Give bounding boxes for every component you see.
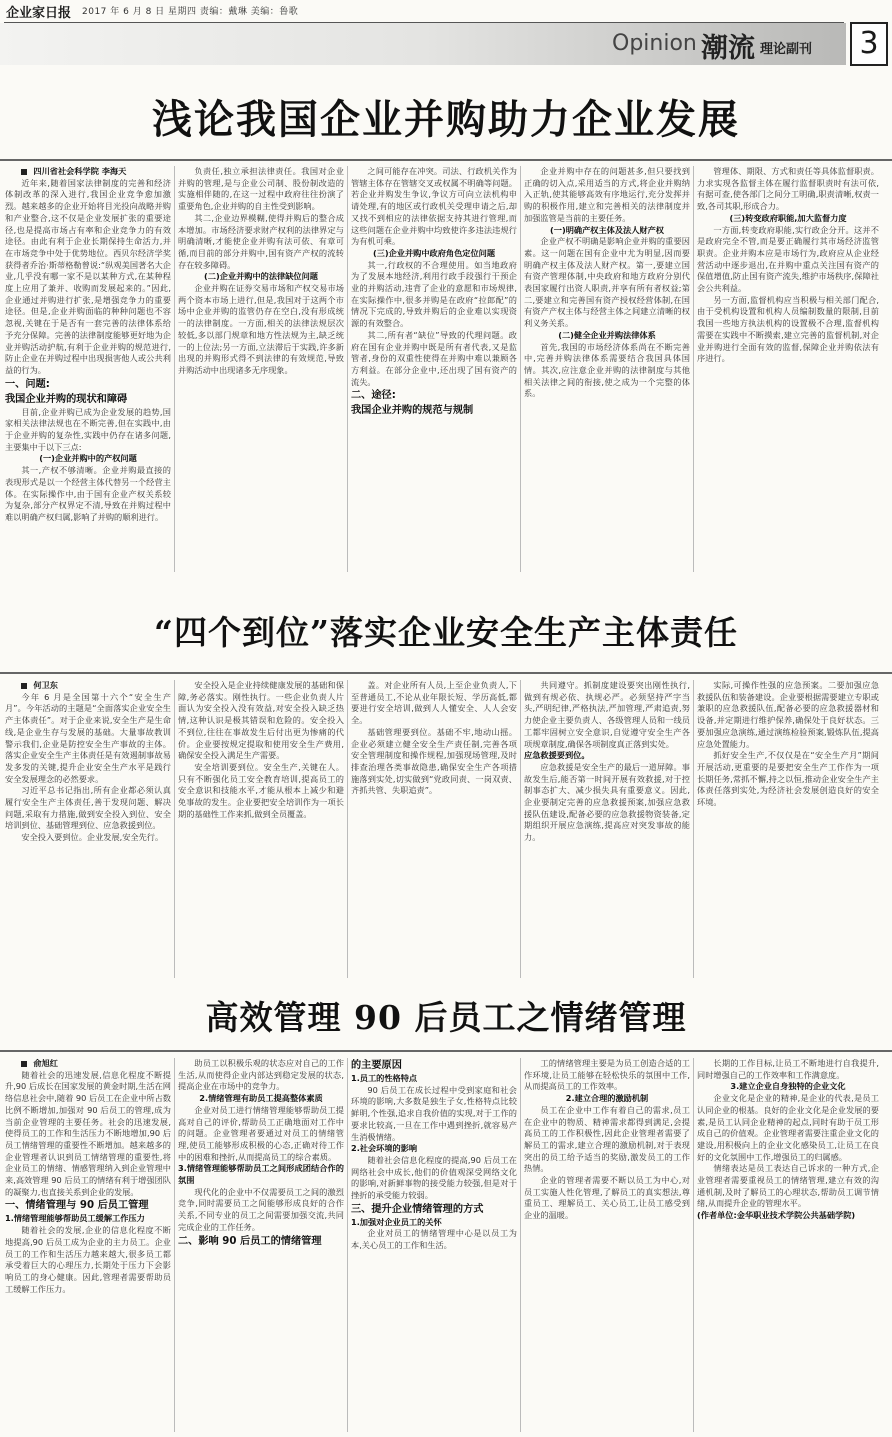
column-separator (347, 1058, 348, 1432)
article1-column-2 (178, 166, 344, 572)
article2-headline: “四个到位”落实企业安全生产主体责任 (154, 613, 738, 652)
paragraph: 其一,产权不够清晰。企业并购最直接的表现形式是以一个经营主体代替另一个经营主体。在实际操作中,由于国有企业产权关系较为复杂,部分产权界定不清,导致在并购过程中难以明确产权归属,影响了并购的顺利进行。 (5, 465, 171, 522)
article1-column-1 (5, 166, 171, 572)
subsection-heading: 2.社会环境的影响 (351, 1143, 418, 1154)
article3-byline: 俞旭红 (5, 1058, 171, 1070)
article1-byline: 四川省社会科学院 李海天 (5, 166, 171, 178)
section-english-label: Opinion (612, 31, 697, 56)
column-separator (520, 680, 521, 978)
paragraph: 目前,企业并购已成为企业发展的趋势,国家相关法律法规也在不断完善,但在实践中,由于企业并购的复杂性,实践中仍存在诸多问题,主要集中于以下三点: (5, 406, 171, 452)
article2-divider (0, 672, 892, 674)
page-number: 3 (850, 22, 888, 66)
column-separator (174, 680, 175, 978)
section-heading: 的主要原因 (351, 1060, 402, 1071)
section-heading: 二、途径: (351, 390, 396, 402)
section-heading: 一、问题: (5, 378, 50, 390)
paragraph: 管理体、期限、方式和责任等具体监督职责。力求实现各监督主体在履行监督职责时有法可依,有据可查,使各部门之间分工明确,职责清晰,权责一致,各司其职,形成合力。 (697, 166, 879, 212)
article2-column-2 (178, 680, 344, 978)
paragraph: 企业对员工的情绪管理中心是以员工为本,关心员工的工作和生活。 (351, 1228, 517, 1251)
subsection-heading: 2.情绪管理有助员工提高整体素质 (199, 1093, 323, 1104)
column-separator (693, 680, 694, 978)
column-separator (693, 1058, 694, 1432)
column-separator (174, 1058, 175, 1432)
subsection-title: 理论副刊 (760, 42, 813, 57)
byline-square-icon (21, 1061, 27, 1067)
paragraph: 其二,企业边界模糊,使得并购后的整合成本增加。市场经济要求财产权利的法律界定与明确清晰,才能使企业并购有法可依、有章可循,而目前的部分并购中,国有资产产权的流转存在较多障碍。 (178, 212, 344, 270)
article3-column-4 (524, 1058, 690, 1432)
article1-column-4 (524, 166, 690, 572)
paragraph: 企业对员工进行情绪管理能够帮助员工提高对自己的评价,帮助员工正确地面对工作中的问题。企业管理者要通过对员工的情绪管理,使员工能够形成积极的心态,正确对待工作中的困难和挫折,从而提高员工的综合素质。 (178, 1104, 344, 1162)
column-separator (347, 166, 348, 572)
paper-name: 企业家日报 (6, 6, 72, 21)
paragraph: 随着社会的发展,企业的信息化程度不断地提高,90 后员工成为企业的主力员工。企业员工的工作和生活压力越来越大,很多员工都承受着巨大的心理压力,长期处于压力下会影响员工的身心健康。因此,管理者需要帮助员工缓解工作压力。 (5, 1225, 171, 1294)
paragraph: 企业文化是企业的精神,是企业的代表,是员工认同企业的根基。良好的企业文化是企业发展的要素,是员工认同企业精神的起点,同时有助于员工形成自己的价值观。企业管理者需要注重企业文化的建设,用积极向上的企业文化感染员工,让员工在良好的文化氛围中工作,增强员工的归属感。 (697, 1093, 879, 1162)
paragraph: 随着社会信息化程度的提高,90 后员工在网络社会中成长,他们的价值观深受网络文化的影响,对新鲜事物的接受能力较强,但是对于挫折的承受能力较弱。 (351, 1154, 517, 1201)
paragraph: 盖。对企业所有人员,上至企业负责人,下至普通员工,不论从业年限长短、学历高低,都要进行安全培训,做到人人懂安全、人人会安全。 (351, 680, 517, 726)
subsection-heading: 应急救援要到位。 (524, 750, 590, 761)
paragraph: 其二,所有者“缺位”导致的代理问题。政府在国有企业并购中既是所有者代表,又是监管者,身份的双重性使得在并购中难以兼顾各方利益。在部分企业中,还出现了国有资产的流失。 (351, 329, 517, 387)
column-separator (693, 166, 694, 572)
article3-divider (0, 1050, 892, 1052)
paragraph: 今年 6 月是全国第十六个“安全生产月”。今年活动的主题是“全面落实企业安全生产主体责任”。对于企业来说,安全生产是生命线,是企业生存与发展的基础。大量事故教训警示我们,企业是防控安全生产事故的主体。落实企业安全生产主体责任是有效遏制事故易发多发的关键,提升企业安全生产水平是践行安全发展理念的必然要求。 (5, 691, 171, 784)
paragraph: 现代化的企业中不仅需要员工之间的激烈竞争,同时需要员工之间能够形成良好的合作关系,不同专业的员工之间需要加强交流,共同完成企业的工作任务。 (178, 1186, 344, 1232)
section-heading: 我国企业并购的规范与规制 (351, 405, 474, 417)
article3-column-3 (351, 1058, 517, 1432)
subsection-heading: (一)企业并购中的产权问题 (39, 453, 137, 464)
paragraph: 基础管理要到位。基础不牢,地动山摇。企业必须建立健全安全生产责任制,完善各项安全管理制度和操作规程,加强现场管理,及时排查治理各类事故隐患,确保安全生产各项措施落到实处,切实做到“党政同责、一岗双责、齐抓共管、失职追责”。 (351, 726, 517, 796)
section-heading: 三、提升企业情绪管理的方式 (351, 1203, 484, 1215)
paragraph: 情绪表达是员工表达自己诉求的一种方式,企业管理者需要重视员工的情绪管理,建立有效的沟通机制,及时了解员工的心理状态,帮助员工调节情绪,从而提升企业的管理水平。 (697, 1163, 879, 1209)
paragraph: 实际,可操作性强的应急预案。二要加强应急救援队伍和装备建设。企业要根据需要建立专职或兼职的应急救援队伍,配备必要的应急救援器材和设备,并定期进行维护保养,确保处于良好状态。三要加强应急演练,通过演练检验预案,锻炼队伍,提高应急处置能力。 (697, 680, 879, 749)
article2-column-5 (697, 680, 879, 978)
article3-column-2 (178, 1058, 344, 1432)
byline-square-icon (21, 169, 27, 175)
article2-byline: 何卫东 (5, 680, 171, 692)
subsection-heading: 1.员工的性格特点 (351, 1073, 418, 1083)
paragraph: 长期的工作目标,让员工不断地进行自我提升,同时增强自己的工作效率和工作满意度。 (697, 1058, 879, 1080)
subsection-heading: 3.情绪管理能够帮助员工之间形成团结合作的氛围 (178, 1163, 344, 1186)
subsection-heading: (三)企业并购中政府角色定位问题 (372, 247, 496, 258)
issue-date-info: 2017 年 6 月 8 日 星期四 责编：戴琳 美编：鲁歌 (82, 7, 299, 17)
article3-column-1 (5, 1058, 171, 1432)
section-heading: 二、影响 90 后员工的情绪管理 (178, 1235, 322, 1247)
paragraph: 工的情绪管理主要是为员工创造合适的工作环境,让员工能够在轻松快乐的氛围中工作,从而提高员工的工作效率。 (524, 1058, 690, 1092)
paragraph: 之间可能存在冲突。司法、行政机关作为管辖主体存在管辖交叉或权属不明确等问题。若企业并购发生争议,争议方可向立法机构申请处理,有的地区或行政机关受理申请之后,却又找不到相应的法律依据支持其进行管理,而这些问题在企业并购中均致使许多违法违规行为有机可乘。 (351, 166, 517, 247)
column-separator (174, 166, 175, 572)
section-heading: 一、情绪管理与 90 后员工管理 (5, 1200, 149, 1212)
column-separator (520, 1058, 521, 1432)
section-heading: 我国企业并购的现状和障碍 (5, 393, 128, 405)
paragraph: 负责任,独立承担法律责任。我国对企业并购的管理,是与企业公司制、股份制改造的实施相伴随的,在这一过程中政府往往扮演了重要角色,企业并购的自主性受到影响。 (178, 166, 344, 212)
article1-column-5 (697, 166, 879, 572)
paragraph: 随着社会的迅速发展,信息化程度不断提升,90 后成长在国家发展的黄金时期,生活在网络信息社会中,随着 90 后员工在企业中所占数比例不断增加,加强对 90 后员工的管理,成为当前企业管理的主要任务。社会的迅速发展,使得员工的工作和生活压力不断地增加,90 后员工情绪管理的重要性不断增加。越来越多的企业管理者认识到员工情绪管理的重要性,将企业员工的情绪、情感管理纳入到企业管理中来,高效管理 90 后员工的情绪有利于增强团队的凝聚力,也直接关系到企业的发展。 (5, 1069, 171, 1197)
paragraph: 安全投入是企业持续健康发展的基础和保障,务必落实。刚性执行。一些企业负责人片面认为安全投入没有效益,对安全投入缺乏热情,这种认识是极其错误和危险的。安全投入不到位,往往在事故发生后付出更为惨痛的代价。企业要按规定提取和使用安全生产费用,确保安全投入满足生产需要。 (178, 680, 344, 761)
paragraph: 助员工以积极乐观的状态应对自己的工作生活,从而使得企业内部达到稳定发展的状态,提高企业在市场中的竞争力。 (178, 1058, 344, 1092)
article1-headline: 浅论我国企业并购助力企业发展 (152, 96, 740, 143)
paragraph: 企业并购在证券交易市场和产权交易市场两个资本市场上进行,但是,我国对于这两个市场中企业并购的监管仍存在空白,没有形成统一的法律制度。一方面,相关的法律法规层次较低,多以部门规章和地方性法规为主,缺乏统一的上位法;另一方面,立法滞后于实践,许多新出现的并购形式得不到法律的有效规范,导致并购活动中出现诸多无序现象。 (178, 283, 344, 375)
article2-column-1 (5, 680, 171, 978)
section-title: 潮流 (701, 33, 755, 64)
paragraph: 另一方面,监督机构应当积极与相关部门配合,由于受机构设置和机构人员编制数量的限制,目前我国一些地方执法机构的设置极不合理,监督机构需要在实践中不断摸索,建立完善的监督机制,对企业并购进行全面有效的监督,保障企业并购依法有序进行。 (697, 294, 879, 364)
paragraph: 企业产权不明确是影响企业并购的重要因素。这一问题在国有企业中尤为明显,因而要明确产权主体及法人财产权。第一,要建立国有资产管理体制,中央政府和地方政府分别代表国家履行出资人职责,并享有所有者权益;第二,要建立和完善国有资产授权经营体制,在国有资产产权主体与经营主体之间建立清晰的权利义务关系。 (524, 236, 690, 329)
subsection-heading: 1.情绪管理能够帮助员工缓解工作压力 (5, 1213, 145, 1224)
paragraph: 一方面,转变政府职能,实行政企分开。这并不是政府完全不管,而是要正确履行其市场经济监管职责。企业并购本应是市场行为,政府应从企业经营活动中逐步退出,在并购中重点关注国有资产的保值增值,防止国有资产流失,维护市场秩序,保障社会公共利益。 (697, 224, 879, 294)
paragraph: 安全投入要到位。企业发展,安全先行。 (21, 832, 164, 843)
article2-column-3 (351, 680, 517, 978)
subsection-heading: (二)企业并购中的法律缺位问题 (204, 271, 318, 282)
subsection-heading: (三)转变政府职能,加大监督力度 (729, 212, 847, 223)
paragraph: 首先,我国的市场经济体系尚在不断完善中,完善并购法律体系需要结合我国具体国情。其次,应注意企业并购的法律制度与其他相关法律之间的衔接,使之成为一个完整的体系。 (524, 341, 690, 399)
paragraph: 应急救援是安全生产的最后一道屏障。事故发生后,能否第一时间开展有效救援,对于控制事态扩大、减少损失具有重要意义。因此,企业要制定完善的应急救援预案,加强应急救援队伍建设,配备必要的应急救援物资装备,定期组织开展应急演练,提高应对突发事故的能力。 (524, 761, 690, 843)
paragraph: 企业并购中存在的问题甚多,但只要找到正确的切入点,采用适当的方式,将企业并购纳入正轨,使其能够高效有序地运行,充分发挥并购的积极作用,建立和完善相关的法律制度并加强监管是当前的主要任务。 (524, 166, 690, 223)
article3-column-5 (697, 1058, 879, 1432)
column-separator (347, 680, 348, 978)
author-affiliation: (作者单位:金华职业技术学院公共基础学院) (697, 1210, 856, 1221)
subsection-heading: (二)健全企业并购法律体系 (558, 329, 656, 340)
subsection-heading: (一)明确产权主体及法人财产权 (550, 224, 664, 235)
subsection-heading: 2.建立合理的激励机制 (565, 1093, 649, 1104)
masthead (0, 0, 892, 68)
article1-column-3 (351, 166, 517, 572)
byline-square-icon (21, 683, 27, 689)
article3-headline: 高效管理 90 后员工之情绪管理 (205, 998, 687, 1037)
subsection-heading: 3.建立企业自身独特的企业文化 (730, 1081, 846, 1092)
paragraph: 抓好安全生产,不仅仅是在“安全生产月”期间开展活动,更重要的是要把安全生产工作作为一项长期任务,常抓不懈,持之以恒,推动企业安全生产主体责任落到实处,为经济社会发展创造良好的安全环境。 (697, 750, 879, 808)
column-separator (520, 166, 521, 572)
subsection-heading: 1.加强对企业员工的关怀 (351, 1216, 442, 1227)
article1-divider (0, 159, 892, 161)
paragraph: 共同遵守。抓制度建设要突出刚性执行,做到有规必依、执规必严。必须坚持严字当头,严明纪律,严格执法,严加管理,严肃追责,努力使企业主要负责人、各级管理人员和一线员工都牢固树立安全意识,自觉遵守安全生产各项规章制度,确保各项制度真正落到实处。 (524, 680, 690, 749)
paragraph: 员工在企业中工作有着自己的需求,员工在企业中的物质、精神需求都得到满足,会提高员工的工作积极性,因此企业管理者需要了解员工的需求,建立合理的激励机制,对于表现突出的员工给予适当的奖励,激发员工的工作热情。 (524, 1104, 690, 1174)
paragraph: 习近平总书记指出,所有企业都必须认真履行安全生产主体责任,善于发现问题、解决问题,采取有力措施,做到安全投入到位、安全培训到位、基础管理到位、应急救援到位。 (5, 785, 171, 831)
paragraph: 安全培训要到位。安全生产,关键在人。只有不断强化员工安全教育培训,提高员工的安全意识和技能水平,才能从根本上减少和避免事故的发生。企业要把安全培训作为一项长期的基础性工作来抓,做到全员覆盖。 (178, 761, 344, 819)
paragraph: 近年来,随着国家法律制度的完善和经济体制改革的深入进行,我国企业竞争愈加激烈。越来越多的企业开始将目光投向战略并购和产业整合,这不仅是企业发展扩张的重要途径,也是提高市场占有率和企业竞争力的有效途径。由此有利于企业长期保持生命活力,并在市场竞争中处于优势地位。西贝尔经济学奖获得者乔治·斯蒂格勒曾说:“纵观美国著名大企业,几乎没有哪一家不是以某种方式,在某种程度上应用了兼并、收购而发展起来的。”因此,企业通过并购进行扩张,是增强竞争力的重要途径。但是,企业并购面临的种种问题也不容忽视,关键在于是否有一套完善的法律体系给予充分保障。完善的法律制度能够更好地为企业并购活动护航,有利于企业并购的规范进行,防止企业在并购过程中出现损害他人或公共利益的行为。 (5, 177, 171, 375)
paragraph: 其一,行政权的不合理使用。如当地政府为了发展本地经济,利用行政手段强行干预企业的并购活动,违背了企业的意愿和市场规律,在实际操作中,很多并购是在政府“拉郎配”的情况下完成的,导致并购后的企业难以实现资源的有效整合。 (351, 259, 517, 329)
article2-column-4 (524, 680, 690, 978)
paragraph: 企业的管理者需要不断以员工为中心,对员工实施人性化管理,了解员工的真实想法,尊重员工、理解员工、关心员工,让员工感受到企业的温暖。 (524, 1175, 690, 1221)
paragraph: 90 后员工在成长过程中受到家庭和社会环境的影响,大多数是独生子女,性格特点比较鲜明,个性强,追求自我价值的实现,对于工作的要求比较高,一旦在工作中遇到挫折,就容易产生消极情绪。 (351, 1084, 517, 1142)
